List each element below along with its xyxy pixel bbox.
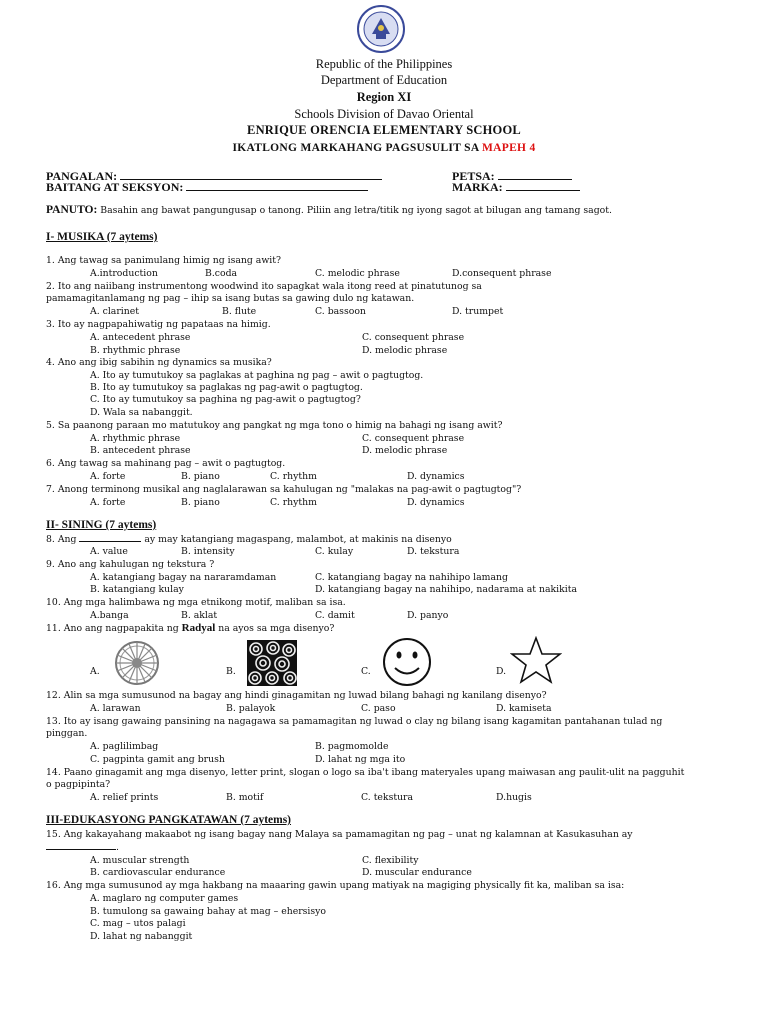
q16-option-a[interactable]: A. maglaro ng computer games (90, 893, 239, 904)
question-3: 3. Ito ay nagpapahiwatig ng papataas na himig. (46, 319, 271, 330)
q2-option-d[interactable]: D. trumpet (452, 306, 504, 317)
q6-option-d[interactable]: D. dynamics (407, 471, 465, 482)
q7-option-a[interactable]: A. forte (90, 497, 126, 508)
q6-option-c[interactable]: C. rhythm (270, 471, 317, 482)
q15-period: . (116, 842, 119, 853)
q12-option-a[interactable]: A. larawan (90, 703, 141, 714)
question-12: 12. Alin sa mga sumusunod na bagay ang hindi ginagamitan ng luwad bilang bahagi ng kanilang disenyo? (46, 690, 547, 701)
q11-option-c[interactable]: C. (361, 666, 371, 677)
q13-option-d[interactable]: D. lahat ng mga ito (315, 754, 406, 765)
section-musika: I- MUSIKA (7 aytems) (46, 231, 158, 243)
q9-option-c[interactable]: C. katangiang bagay na nahihipo lamang (315, 572, 508, 583)
q11-radyal: Radyal (181, 622, 216, 634)
q11-text-end: na ayos sa mga disenyo? (215, 623, 335, 634)
q1-option-d[interactable]: D.consequent phrase (452, 268, 552, 279)
q16-option-d[interactable]: D. lahat ng nabanggit (90, 931, 193, 942)
q12-option-d[interactable]: D. kamiseta (496, 703, 552, 714)
q8-blank (79, 533, 141, 542)
q8-option-d[interactable]: D. tekstura (407, 546, 460, 557)
date-label: PETSA: (452, 169, 495, 183)
q14-option-a[interactable]: A. relief prints (90, 792, 159, 803)
q2-option-a[interactable]: A. clarinet (90, 306, 139, 317)
q11-option-b[interactable]: B. (226, 666, 236, 677)
instructions-label: PANUTO: (46, 204, 98, 216)
q15-option-c[interactable]: C. flexibility (362, 855, 419, 866)
grade-label: BAITANG AT SEKSYON: (46, 180, 184, 194)
q12-option-c[interactable]: C. paso (361, 703, 396, 714)
q1-option-b[interactable]: B.coda (205, 268, 238, 279)
q3-option-b[interactable]: B. rhythmic phrase (90, 345, 181, 356)
score-input-line[interactable] (506, 181, 580, 191)
q5-option-d[interactable]: D. melodic phrase (362, 445, 448, 456)
q12-option-b[interactable]: B. palayok (226, 703, 276, 714)
score-label: MARKA: (452, 180, 503, 194)
grade-input-line[interactable] (186, 181, 368, 191)
question-1: 1. Ang tawag sa panimulang himig ng isang awit? (46, 255, 281, 266)
q15-option-b[interactable]: B. cardiovascular endurance (90, 867, 226, 878)
q14-option-b[interactable]: B. motif (226, 792, 264, 803)
q13-option-a[interactable]: A. paglilimbag (90, 741, 159, 752)
header-department: Department of Education (320, 73, 448, 87)
exam-title-text: IKATLONG MARKAHANG PAGSUSULIT SA (232, 142, 482, 154)
q16-option-c[interactable]: C. mag – utos palagi (90, 918, 186, 929)
question-15: 15. Ang kakayahang makaabot ng isang bagay nang Malaya sa pamamagitan ng pag – unat ng kalamnan at Kasukasuhan ay (46, 829, 633, 840)
question-14: 14. Paano ginagamit ang mga disenyo, letter print, slogan o logo sa iba't ibang materyales upang maiwasan ang paulit-ulit na pagguhit (46, 767, 685, 778)
name-input-line[interactable] (120, 170, 382, 180)
q13-option-c[interactable]: C. pagpinta gamit ang brush (90, 754, 225, 765)
swirl-pattern-icon[interactable] (247, 640, 297, 686)
q14-option-c[interactable]: C. tekstura (361, 792, 414, 803)
header-exam-title (0, 140, 768, 156)
q15-option-a[interactable]: A. muscular strength (90, 855, 190, 866)
question-13-cont: pinggan. (46, 728, 88, 739)
question-10: 10. Ang mga halimbawa ng mga etnikong motif, maliban sa isa. (46, 597, 346, 608)
instructions-text: Basahin ang bawat pangungusap o tanong. Piliin ang letra/titik ng iyong sagot at bilugan ang tamang sagot. (100, 205, 612, 216)
question-5: 5. Sa paanong paraan mo matutukoy ang pangkat ng mga tono o himig na bahagi ng isang awit? (46, 420, 503, 431)
star-icon[interactable] (510, 636, 562, 684)
q3-option-d[interactable]: D. melodic phrase (362, 345, 448, 356)
question-6: 6. Ang tawag sa mahinang pag – awit o pagtugtog. (46, 458, 286, 469)
q7-option-c[interactable]: C. rhythm (270, 497, 317, 508)
q1-option-c[interactable]: C. melodic phrase (315, 268, 400, 279)
q5-option-a[interactable]: A. rhythmic phrase (90, 433, 181, 444)
q10-option-a[interactable]: A.banga (90, 610, 129, 621)
q1-option-a[interactable]: A.introduction (90, 268, 158, 279)
q8-option-b[interactable]: B. intensity (181, 546, 235, 557)
q15-blank (46, 841, 116, 850)
q8-option-a[interactable]: A. value (90, 546, 128, 557)
q11-option-d[interactable]: D. (496, 666, 507, 677)
header-region: Region XI (356, 90, 412, 104)
q4-option-c[interactable]: C. Ito ay tumutukoy sa paghina ng pag-awit o pagtugtog? (90, 394, 361, 405)
question-16: 16. Ang mga sumusunod ay mga hakbang na maaaring gawin upang matiyak na magiging physically fit ka, maliban sa isa: (46, 880, 625, 891)
question-2-cont: pamamagitanlamang ng pag – ihip sa isang butas sa gawing dulo ng katawan. (46, 293, 415, 304)
question-7: 7. Anong terminong musikal ang naglalarawan sa kahulugan ng "malakas na pag-awit o pagtugtog"? (46, 484, 522, 495)
q9-option-a[interactable]: A. katangiang bagay na nararamdaman (90, 572, 277, 583)
q5-option-c[interactable]: C. consequent phrase (362, 433, 465, 444)
q10-option-c[interactable]: C. damit (315, 610, 355, 621)
question-8 (46, 533, 452, 545)
q9-option-b[interactable]: B. katangiang kulay (90, 584, 184, 595)
q13-option-b[interactable]: B. pagmomolde (315, 741, 389, 752)
question-4: 4. Ano ang ibig sabihin ng dynamics sa musika? (46, 357, 272, 368)
header-republic: Republic of the Philippines (315, 57, 453, 71)
smiley-face-icon[interactable] (381, 636, 433, 688)
q7-option-d[interactable]: D. dynamics (407, 497, 465, 508)
q3-option-a[interactable]: A. antecedent phrase (90, 332, 191, 343)
q8-text-end: ay may katangiang magaspang, malambot, at makinis na disenyo (141, 534, 452, 545)
name-label: PANGALAN: (46, 169, 118, 183)
q15-option-d[interactable]: D. muscular endurance (362, 867, 472, 878)
section-sining: II- SINING (7 aytems) (46, 519, 157, 531)
header-school: ENRIQUE ORENCIA ELEMENTARY SCHOOL (247, 123, 521, 137)
q3-option-c[interactable]: C. consequent phrase (362, 332, 465, 343)
question-14-cont: o pagpipinta? (46, 779, 111, 790)
q7-option-b[interactable]: B. piano (181, 497, 220, 508)
q4-option-d[interactable]: D. Wala sa nabanggit. (90, 407, 193, 418)
question-9: 9. Ano ang kahulugan ng tekstura ? (46, 559, 215, 570)
q2-option-b[interactable]: B. flute (222, 306, 257, 317)
exam-subject: MAPEH 4 (482, 142, 536, 154)
question-2: 2. Ito ang naiibang instrumentong woodwind ito sapagkat wala itong reed at pinatutunog sa (46, 281, 482, 292)
q10-option-d[interactable]: D. panyo (407, 610, 449, 621)
q11-option-a[interactable]: A. (90, 666, 100, 677)
q8-option-c[interactable]: C. kulay (315, 546, 354, 557)
question-13: 13. Ito ay isang gawaing pansining na nagagawa sa pamamagitan ng luwad o clay ng bilang isang kagamitan pantahanan tulad ng (46, 716, 663, 727)
q4-option-b[interactable]: B. Ito ay tumutukoy sa paglakas ng pag-awit o pagtugtog. (90, 382, 363, 393)
q4-option-a[interactable]: A. Ito ay tumutukoy sa paglakas at paghina ng pag – awit o pagtugtog. (90, 370, 424, 381)
q8-text-start: 8. Ang (46, 534, 80, 545)
q6-option-b[interactable]: B. piano (181, 471, 220, 482)
date-input-line[interactable] (498, 170, 572, 180)
grade-field-row (46, 181, 368, 193)
q11-text-start: 11. Ano ang nagpapakita ng (46, 623, 182, 634)
q10-option-b[interactable]: B. aklat (181, 610, 218, 621)
q16-option-b[interactable]: B. tumulong sa gawaing bahay at mag – ehersisyo (90, 906, 326, 917)
radial-wheel-icon[interactable] (112, 640, 162, 686)
section-edukasyong-pangkatawan: III-EDUKASYONG PANGKATAWAN (7 aytems) (46, 814, 292, 826)
q9-option-d[interactable]: D. katangiang bagay na nahihipo, nadarama at nakikita (315, 584, 578, 595)
question-15-cont (46, 841, 119, 853)
question-11 (46, 623, 334, 634)
q6-option-a[interactable]: A. forte (90, 471, 126, 482)
deped-seal-icon (356, 4, 406, 54)
q5-option-b[interactable]: B. antecedent phrase (90, 445, 191, 456)
q14-option-d[interactable]: D.hugis (496, 792, 532, 803)
header-division: Schools Division of Davao Oriental (294, 107, 474, 121)
q2-option-c[interactable]: C. bassoon (315, 306, 366, 317)
score-field-row (452, 181, 580, 193)
instructions (46, 205, 612, 216)
